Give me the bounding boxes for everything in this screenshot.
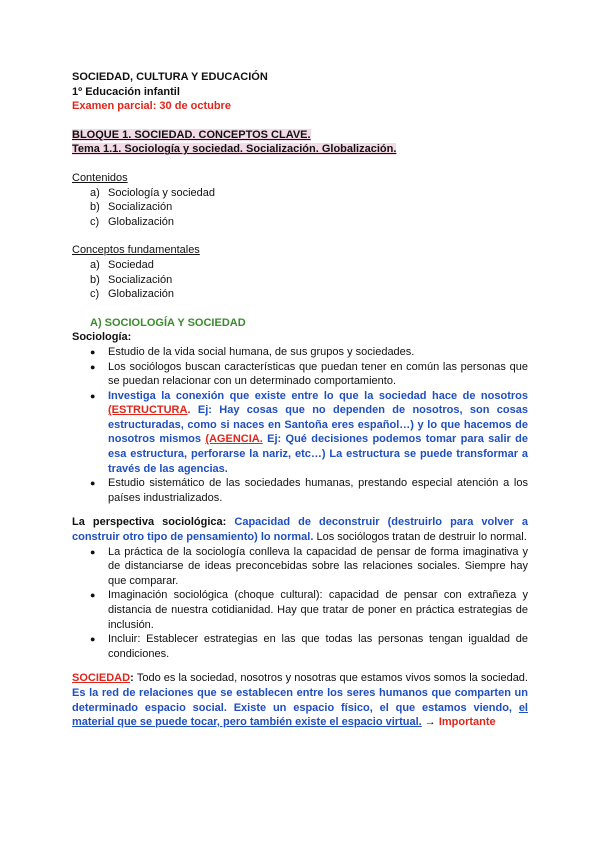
- exam-date: Examen parcial: 30 de octubre: [72, 100, 231, 113]
- topic-title: Tema 1.1. Sociología y sociedad. Socialización. Globalización.: [72, 143, 397, 156]
- list-item: ● Imaginación sociológica (choque cultural): capacidad de pensar con extrañeza y distancia de nuestra cotidianidad. Hay que tratar de poner en práctica estrategias de inclusión.: [90, 589, 528, 631]
- list-item: ● Los sociólogos buscan características que puedan tener en común las personas que se puedan relacionar con un determinado comportamiento.: [90, 360, 528, 388]
- list-item: c) Globalización: [90, 288, 175, 301]
- topic-heading: [72, 142, 528, 157]
- list-item: ● Investiga la conexión que existe entre lo que la sociedad hace de nosotros (ESTRUCTURA. Ej: Hay cosas que no dependen de nosotros, son cosas estructuradas, como si naces en Santoña eres español…) y lo que hacemos de nosotros mismos (AGENCIA. Ej: Qué decisiones podemos tomar para salir de esa estructura, perforarse la nariz, etc…) La estructura se puede transformar a través de las agencias.: [90, 389, 528, 475]
- document-title: SOCIEDAD, CULTURA Y EDUCACIÓN: [72, 71, 268, 83]
- contenidos-heading: Contenidos: [72, 171, 128, 184]
- list-item: a) Sociología y sociedad: [90, 186, 216, 199]
- list-item: a) Sociedad: [90, 258, 154, 271]
- important-note: Importante: [438, 716, 496, 729]
- list-item: ● Estudio sistemático de las sociedades humanas, prestando especial atención a los países industrializados.: [90, 477, 528, 504]
- list-item: ● Estudio de la vida social humana, de sus grupos y sociedades.: [90, 345, 415, 358]
- agencia-term: (AGENCIA.: [205, 433, 263, 446]
- list-item: ● Incluir: Establecer estrategias en las que todas las personas tengan igualdad de condiciones.: [90, 633, 528, 660]
- document-page: [72, 70, 528, 730]
- perspectiva-list: [72, 545, 528, 662]
- sociologia-label: Sociología:: [72, 331, 132, 344]
- sociedad-paragraph: SOCIEDAD: Todo es la sociedad, nosotros y nosotras que estamos vivos somos la sociedad. Es la red de relaciones que se establecen entre los seres humanos que comparten un determinado espacio social. Existe un espacio físico, el que estamos viendo, el material que se puede tocar, pero también existe el espacio virtual. → Importante: [72, 672, 528, 729]
- course-line: 1º Educación infantil: [72, 85, 180, 98]
- list-item: ● La práctica de la sociología conlleva la capacidad de pensar de forma imaginativa y de distanciarse de ideas preconcebidas sobre las relaciones sociales. Siempre hay que comparar.: [90, 545, 528, 587]
- estructura-term: (ESTRUCTURA: [108, 404, 188, 417]
- block-heading: [72, 128, 528, 143]
- list-item: b) Socialización: [90, 201, 173, 214]
- list-item: b) Socialización: [90, 273, 173, 286]
- conceptos-list: [72, 258, 528, 302]
- conceptos-heading: Conceptos fundamentales: [72, 244, 200, 257]
- list-item: c) Globalización: [90, 215, 175, 228]
- sociologia-list: [72, 345, 528, 506]
- section-a-title: A) SOCIOLOGÍA Y SOCIEDAD: [90, 316, 246, 329]
- contenidos-list: [72, 186, 528, 230]
- sociedad-term: SOCIEDAD: [72, 672, 131, 685]
- block-title: BLOQUE 1. SOCIEDAD. CONCEPTOS CLAVE.: [72, 128, 311, 141]
- perspectiva-paragraph: La perspectiva sociológica: Capacidad de deconstruir (destruirlo para volver a construir otro tipo de pensamiento) lo normal. Los sociólogos tratan de destruir lo normal.: [72, 516, 528, 544]
